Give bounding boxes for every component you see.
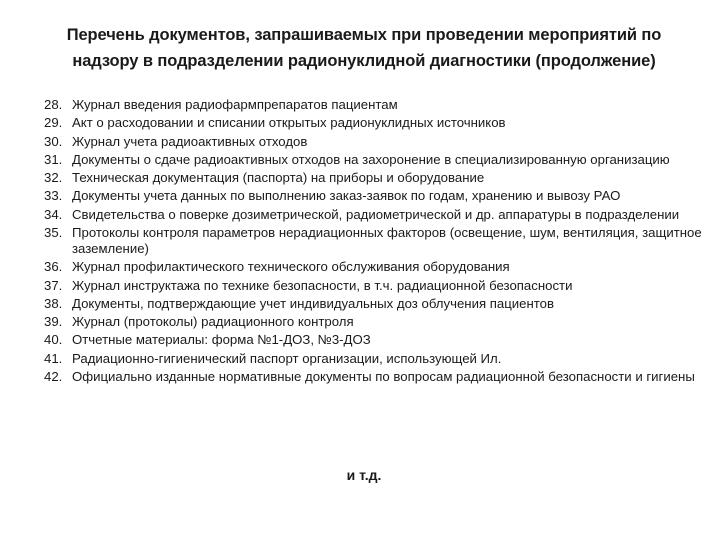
item-text: Радиационно-гигиенический паспорт организации, использующей Ил. — [72, 350, 502, 366]
item-number: 37. — [44, 277, 63, 293]
list-item — [44, 97, 704, 113]
document-list — [44, 97, 704, 387]
list-item — [44, 314, 704, 330]
item-number: 31. — [44, 151, 63, 167]
item-number: 30. — [44, 133, 63, 149]
item-number: 40. — [44, 332, 63, 348]
list-item — [44, 296, 704, 312]
item-text: Свидетельства о поверке дозиметрической, радиометрической и др. аппаратуры в подразделении — [72, 206, 680, 222]
footer-etc: и т.д. — [346, 467, 382, 483]
title-line-2: надзору в подразделении радионуклидной диагностики (продолжение) — [72, 52, 656, 70]
item-text: Журнал учета радиоактивных отходов — [72, 133, 308, 149]
item-number: 29. — [44, 115, 63, 131]
item-number: 36. — [44, 259, 63, 275]
item-text: Официально изданные нормативные документы по вопросам радиационной безопасности и гигиены — [72, 369, 695, 385]
list-item — [44, 225, 704, 257]
list-item — [44, 369, 704, 385]
list-item — [44, 188, 704, 204]
list-item — [44, 170, 704, 186]
item-text: Акт о расходовании и списании открытых радионуклидных источников — [72, 115, 506, 131]
list-item — [44, 259, 704, 275]
item-number: 42. — [44, 369, 63, 385]
item-text: Документы, подтверждающие учет индивидуальных доз облучения пациентов — [72, 295, 554, 311]
page-title — [14, 22, 714, 74]
item-text: Журнал (протоколы) радиационного контроля — [72, 314, 354, 330]
list-item — [44, 332, 704, 348]
item-number: 32. — [44, 170, 63, 186]
item-text: Протоколы контроля параметров нерадиационных факторов (освещение, шум, вентиляция, защитное заземление) — [72, 225, 702, 256]
item-text: Отчетные материалы: форма №1-ДОЗ, №3-ДОЗ — [72, 332, 371, 348]
item-text: Журнал профилактического технического обслуживания оборудования — [72, 259, 510, 275]
list-item — [44, 152, 704, 168]
item-number: 41. — [44, 350, 63, 366]
list-item — [44, 115, 704, 131]
item-number: 38. — [44, 295, 63, 311]
list-item — [44, 278, 704, 294]
title-line-1: Перечень документов, запрашиваемых при проведении мероприятий по — [66, 26, 662, 44]
item-number: 33. — [44, 188, 63, 204]
item-number: 35. — [44, 225, 63, 241]
item-text: Документы о сдаче радиоактивных отходов на захоронение в специализированную организацию — [72, 151, 670, 167]
item-text: Техническая документация (паспорта) на приборы и оборудование — [72, 170, 485, 186]
item-text: Документы учета данных по выполнению заказ-заявок по годам, хранению и вывозу РАО — [72, 188, 621, 204]
item-number: 28. — [44, 97, 63, 112]
list-item — [44, 351, 704, 367]
list-item — [44, 207, 704, 223]
item-text: Журнал инструктажа по технике безопасности, в т.ч. радиационной безопасности — [72, 277, 573, 293]
item-text: Журнал введения радиофармпрепаратов пациентам — [72, 97, 398, 112]
list-item — [44, 134, 704, 150]
item-number: 34. — [44, 206, 63, 222]
item-number: 39. — [44, 314, 63, 330]
